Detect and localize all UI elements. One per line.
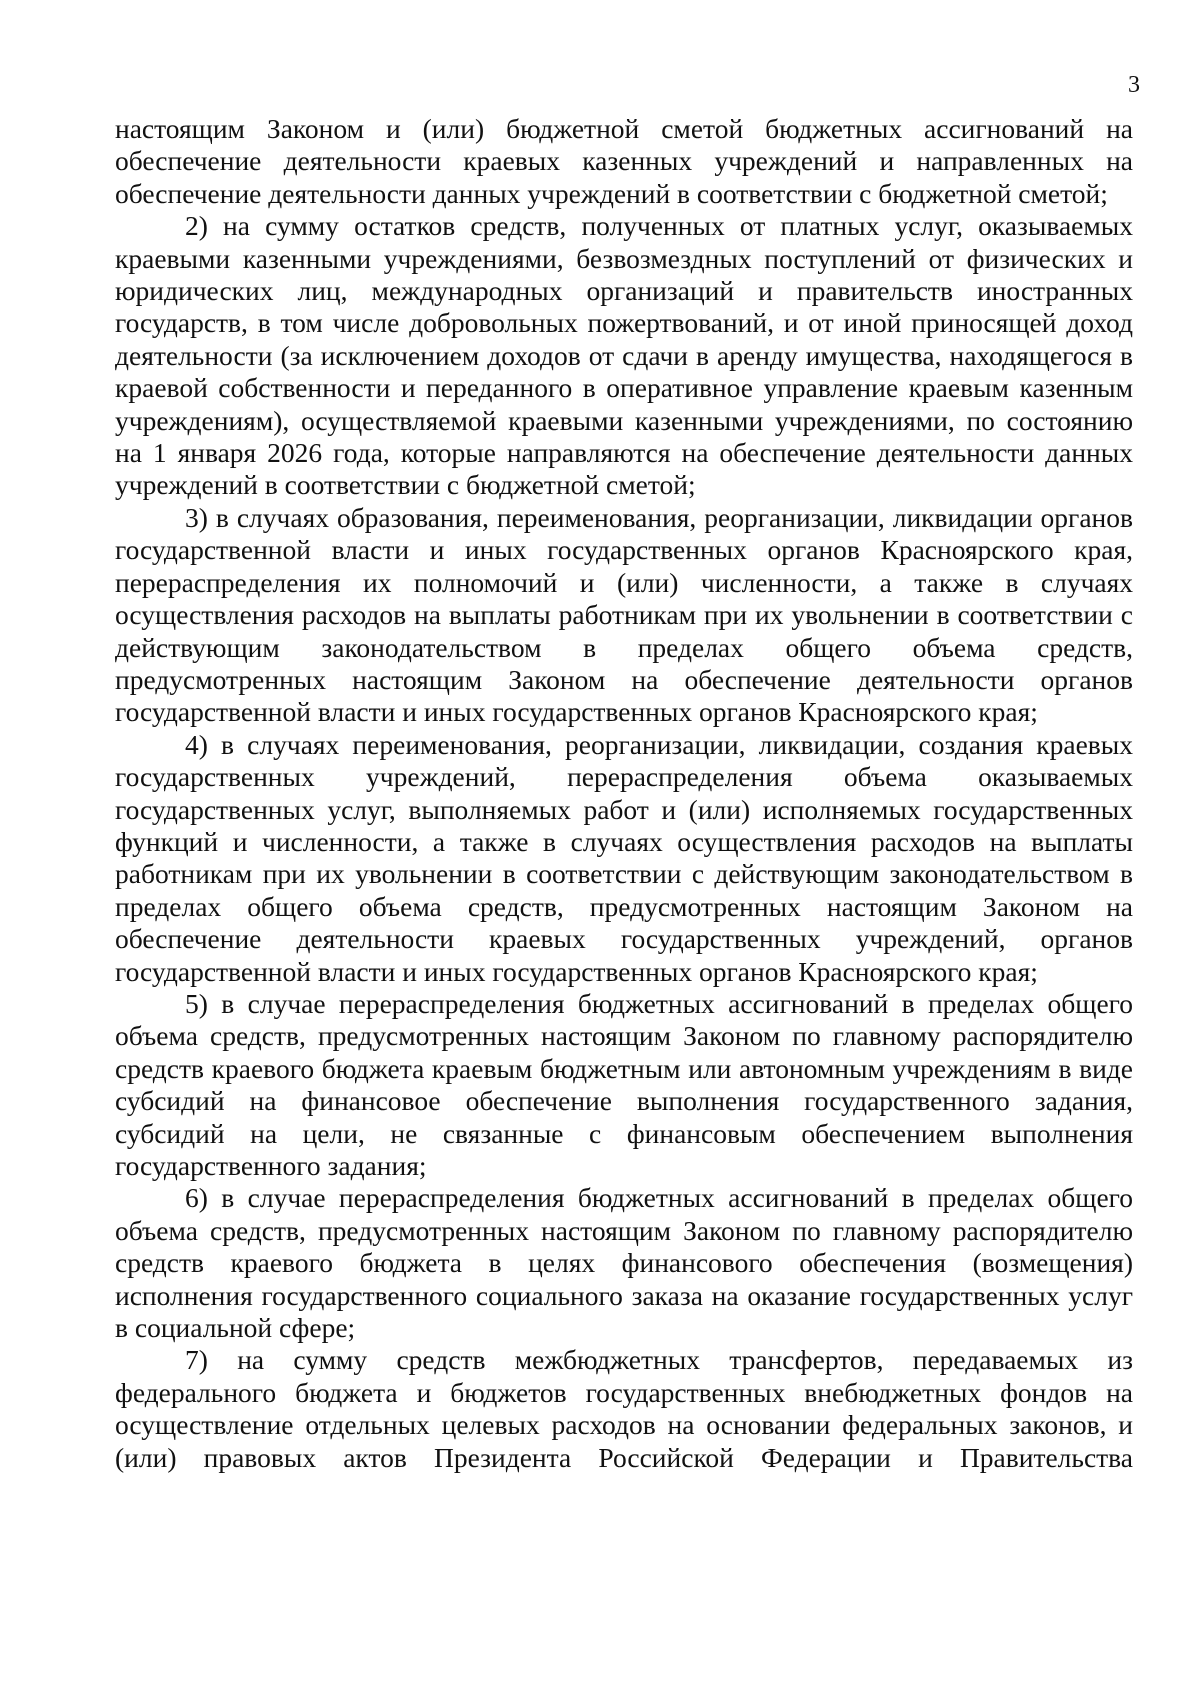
list-item-2: 2) на сумму остатков средств, полученных от платных услуг, оказываемых краевыми казенными учреждениями, безвозмездных поступлений от физических и юридических лиц, международных организаций и правительств иностранных государств, в том числе добровольных пожертвований, и от иной приносящей доход деятельности (за исключением доходов от сдачи в аренду имущества, находящегося в краевой собственности и переданного в оперативное управление краевым казенным учреждениям), осуществляемой краевыми казенными учреждениями, по состоянию на 1 января 2026 года, которые направляются на обеспечение деятельности данных учреждений в соответствии с бюджетной сметой; — [115, 210, 1133, 501]
list-item-4: 4) в случаях переименования, реорганизации, ликвидации, создания краевых государственных учреждений, перераспределения объема оказываемых государственных услуг, выполняемых работ и (или) исполняемых государственных функций и численности, а также в случаях осуществления расходов на выплаты работникам при их увольнении в соответствии с действующим законодательством в пределах общего объема средств, предусмотренных настоящим Законом на обеспечение деятельности краевых государственных учреждений, органов государственной власти и иных государственных органов Красноярского края; — [115, 728, 1133, 987]
page-number: 3 — [1128, 72, 1140, 98]
document-body — [115, 113, 1133, 1474]
paragraph-continuation: настоящим Законом и (или) бюджетной сметой бюджетных ассигнований на обеспечение деятельности краевых казенных учреждений и направленных на обеспечение деятельности данных учреждений в соответствии с бюджетной сметой; — [115, 113, 1133, 209]
list-item-6: 6) в случае перераспределения бюджетных ассигнований в пределах общего объема средств, предусмотренных настоящим Законом по главному распорядителю средств краевого бюджета в целях финансового обеспечения (возмещения) исполнения государственного социального заказа на оказание государственных услуг в социальной сфере; — [115, 1182, 1133, 1344]
list-item-5: 5) в случае перераспределения бюджетных ассигнований в пределах общего объема средств, предусмотренных настоящим Законом по главному распорядителю средств краевого бюджета краевым бюджетным или автономным учреждениям в виде субсидий на финансовое обеспечение выполнения государственного задания, субсидий на цели, не связанные с финансовым обеспечением выполнения государственного задания; — [115, 987, 1133, 1181]
list-item-7: 7) на сумму средств межбюджетных трансфертов, передаваемых из федерального бюджета и бюджетов государственных внебюджетных фондов на осуществление отдельных целевых расходов на основании федеральных законов, и (или) правовых актов Президента Российской Федерации и Правительства — [115, 1344, 1133, 1473]
list-item-3: 3) в случаях образования, переименования, реорганизации, ликвидации органов государственной власти и иных государственных органов Красноярского края, перераспределения их полномочий и (или) численности, а также в случаях осуществления расходов на выплаты работникам при их увольнении в соответствии с действующим законодательством в пределах общего объема средств, предусмотренных настоящим Законом на обеспечение деятельности органов государственной власти и иных государственных органов Красноярского края; — [115, 501, 1133, 728]
